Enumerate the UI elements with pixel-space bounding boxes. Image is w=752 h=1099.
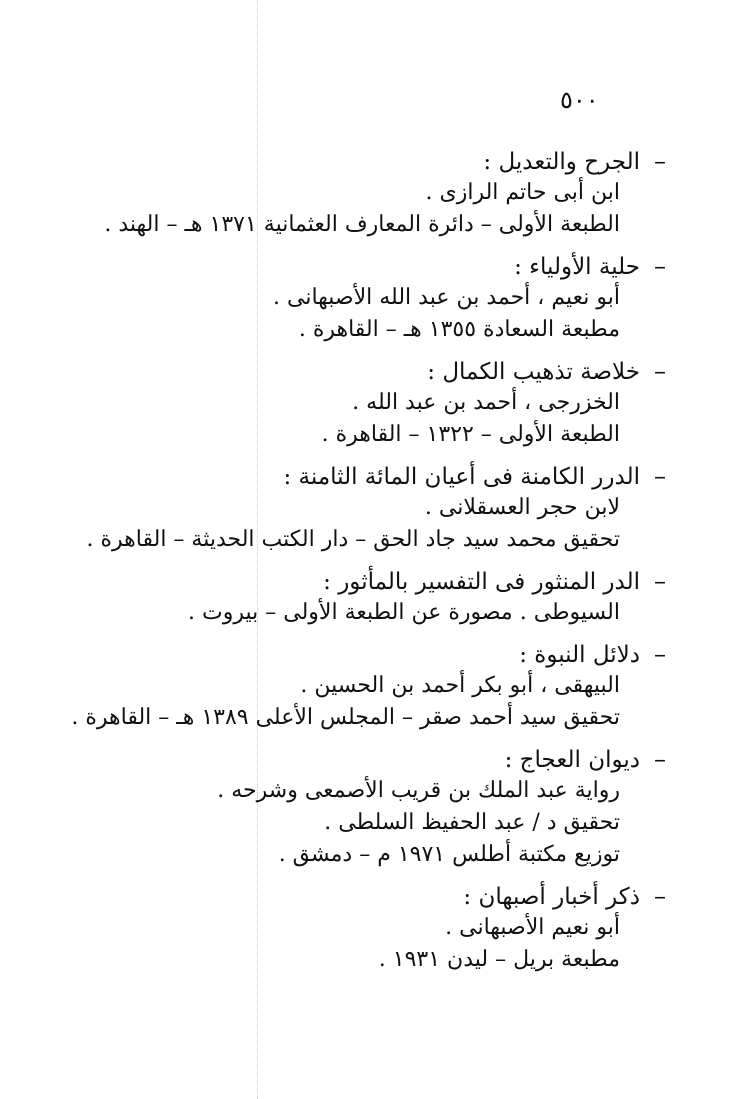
entry-title: ذكر أخبار أصبهان : (463, 884, 640, 910)
bibliography-entry (80, 355, 666, 451)
entry-title: حلية الأولياء : (514, 254, 640, 280)
entry-detail-line: لابن حجر العسقلانى . (424, 495, 620, 520)
entry-detail-line: البيهقى ، أبو بكر أحمد بن الحسين . (300, 673, 620, 698)
entry-heading (80, 880, 666, 912)
entry-title: خلاصة تذهيب الكمال : (427, 359, 640, 385)
bibliography-entry (71, 638, 666, 734)
entry-title: الدرر الكامنة فى أعيان المائة الثامنة : (283, 464, 640, 490)
entry-detail-line: الخزرجى ، أحمد بن عبد الله . (352, 390, 620, 415)
entry-detail-line: الطبعة الأولى – دائرة المعارف العثمانية ١٣٧١ هـ – الهند . (104, 212, 620, 237)
entry-heading (80, 250, 666, 282)
entry-title: الجرح والتعديل : (483, 149, 640, 175)
entry-detail-line: تحقيق سيد أحمد صقر – المجلس الأعلى ١٣٨٩ هـ – القاهرة . (71, 705, 620, 730)
bibliography-entry (80, 880, 666, 976)
entry-title: دلائل النبوة : (519, 642, 640, 668)
entry-detail-line: الطبعة الأولى – ١٣٢٢ – القاهرة . (321, 422, 620, 447)
entry-heading (80, 145, 666, 177)
entry-detail-line: ابن أبى حاتم الرازى . (425, 180, 620, 205)
entry-dash: – (654, 357, 666, 385)
bibliography-entry (80, 565, 666, 629)
bibliography-entry (80, 250, 666, 346)
entry-title: ديوان العجاج : (504, 747, 640, 773)
entry-detail-line: رواية عبد الملك بن قريب الأصمعى وشرحه . (217, 778, 620, 803)
entry-detail-line: توزيع مكتبة أطلس ١٩٧١ م – دمشق . (278, 842, 620, 867)
entry-detail-line: أبو نعيم الأصبهانى . (445, 915, 620, 940)
bibliography-entry (80, 145, 666, 241)
entry-dash: – (654, 462, 666, 490)
page-number: ٥٠٠ (560, 86, 599, 114)
bibliography-list (71, 145, 666, 985)
entry-detail-line: أبو نعيم ، أحمد بن عبد الله الأصبهانى . (273, 285, 620, 310)
entry-detail-line: تحقيق محمد سيد جاد الحق – دار الكتب الحديثة – القاهرة . (86, 527, 620, 552)
entry-heading (80, 638, 666, 670)
entry-heading (80, 565, 666, 597)
entry-detail-line: تحقيق د / عبد الحفيظ السلطى . (324, 810, 620, 835)
entry-dash: – (654, 567, 666, 595)
entry-dash: – (654, 745, 666, 773)
entry-dash: – (654, 640, 666, 668)
entry-dash: – (654, 882, 666, 910)
entry-heading (80, 460, 666, 492)
entry-dash: – (654, 147, 666, 175)
entry-detail-line: السيوطى . مصورة عن الطبعة الأولى – بيروت . (188, 600, 620, 625)
bibliography-entry (80, 460, 666, 556)
bibliography-entry (80, 743, 666, 871)
entry-dash: – (654, 252, 666, 280)
entry-detail-line: مطبعة بريل – ليدن ١٩٣١ . (378, 947, 620, 972)
entry-title: الدر المنثور فى التفسير بالمأثور : (323, 569, 640, 595)
entry-detail-line: مطبعة السعادة ١٣٥٥ هـ – القاهرة . (298, 317, 620, 342)
entry-heading (80, 743, 666, 775)
entry-heading (80, 355, 666, 387)
